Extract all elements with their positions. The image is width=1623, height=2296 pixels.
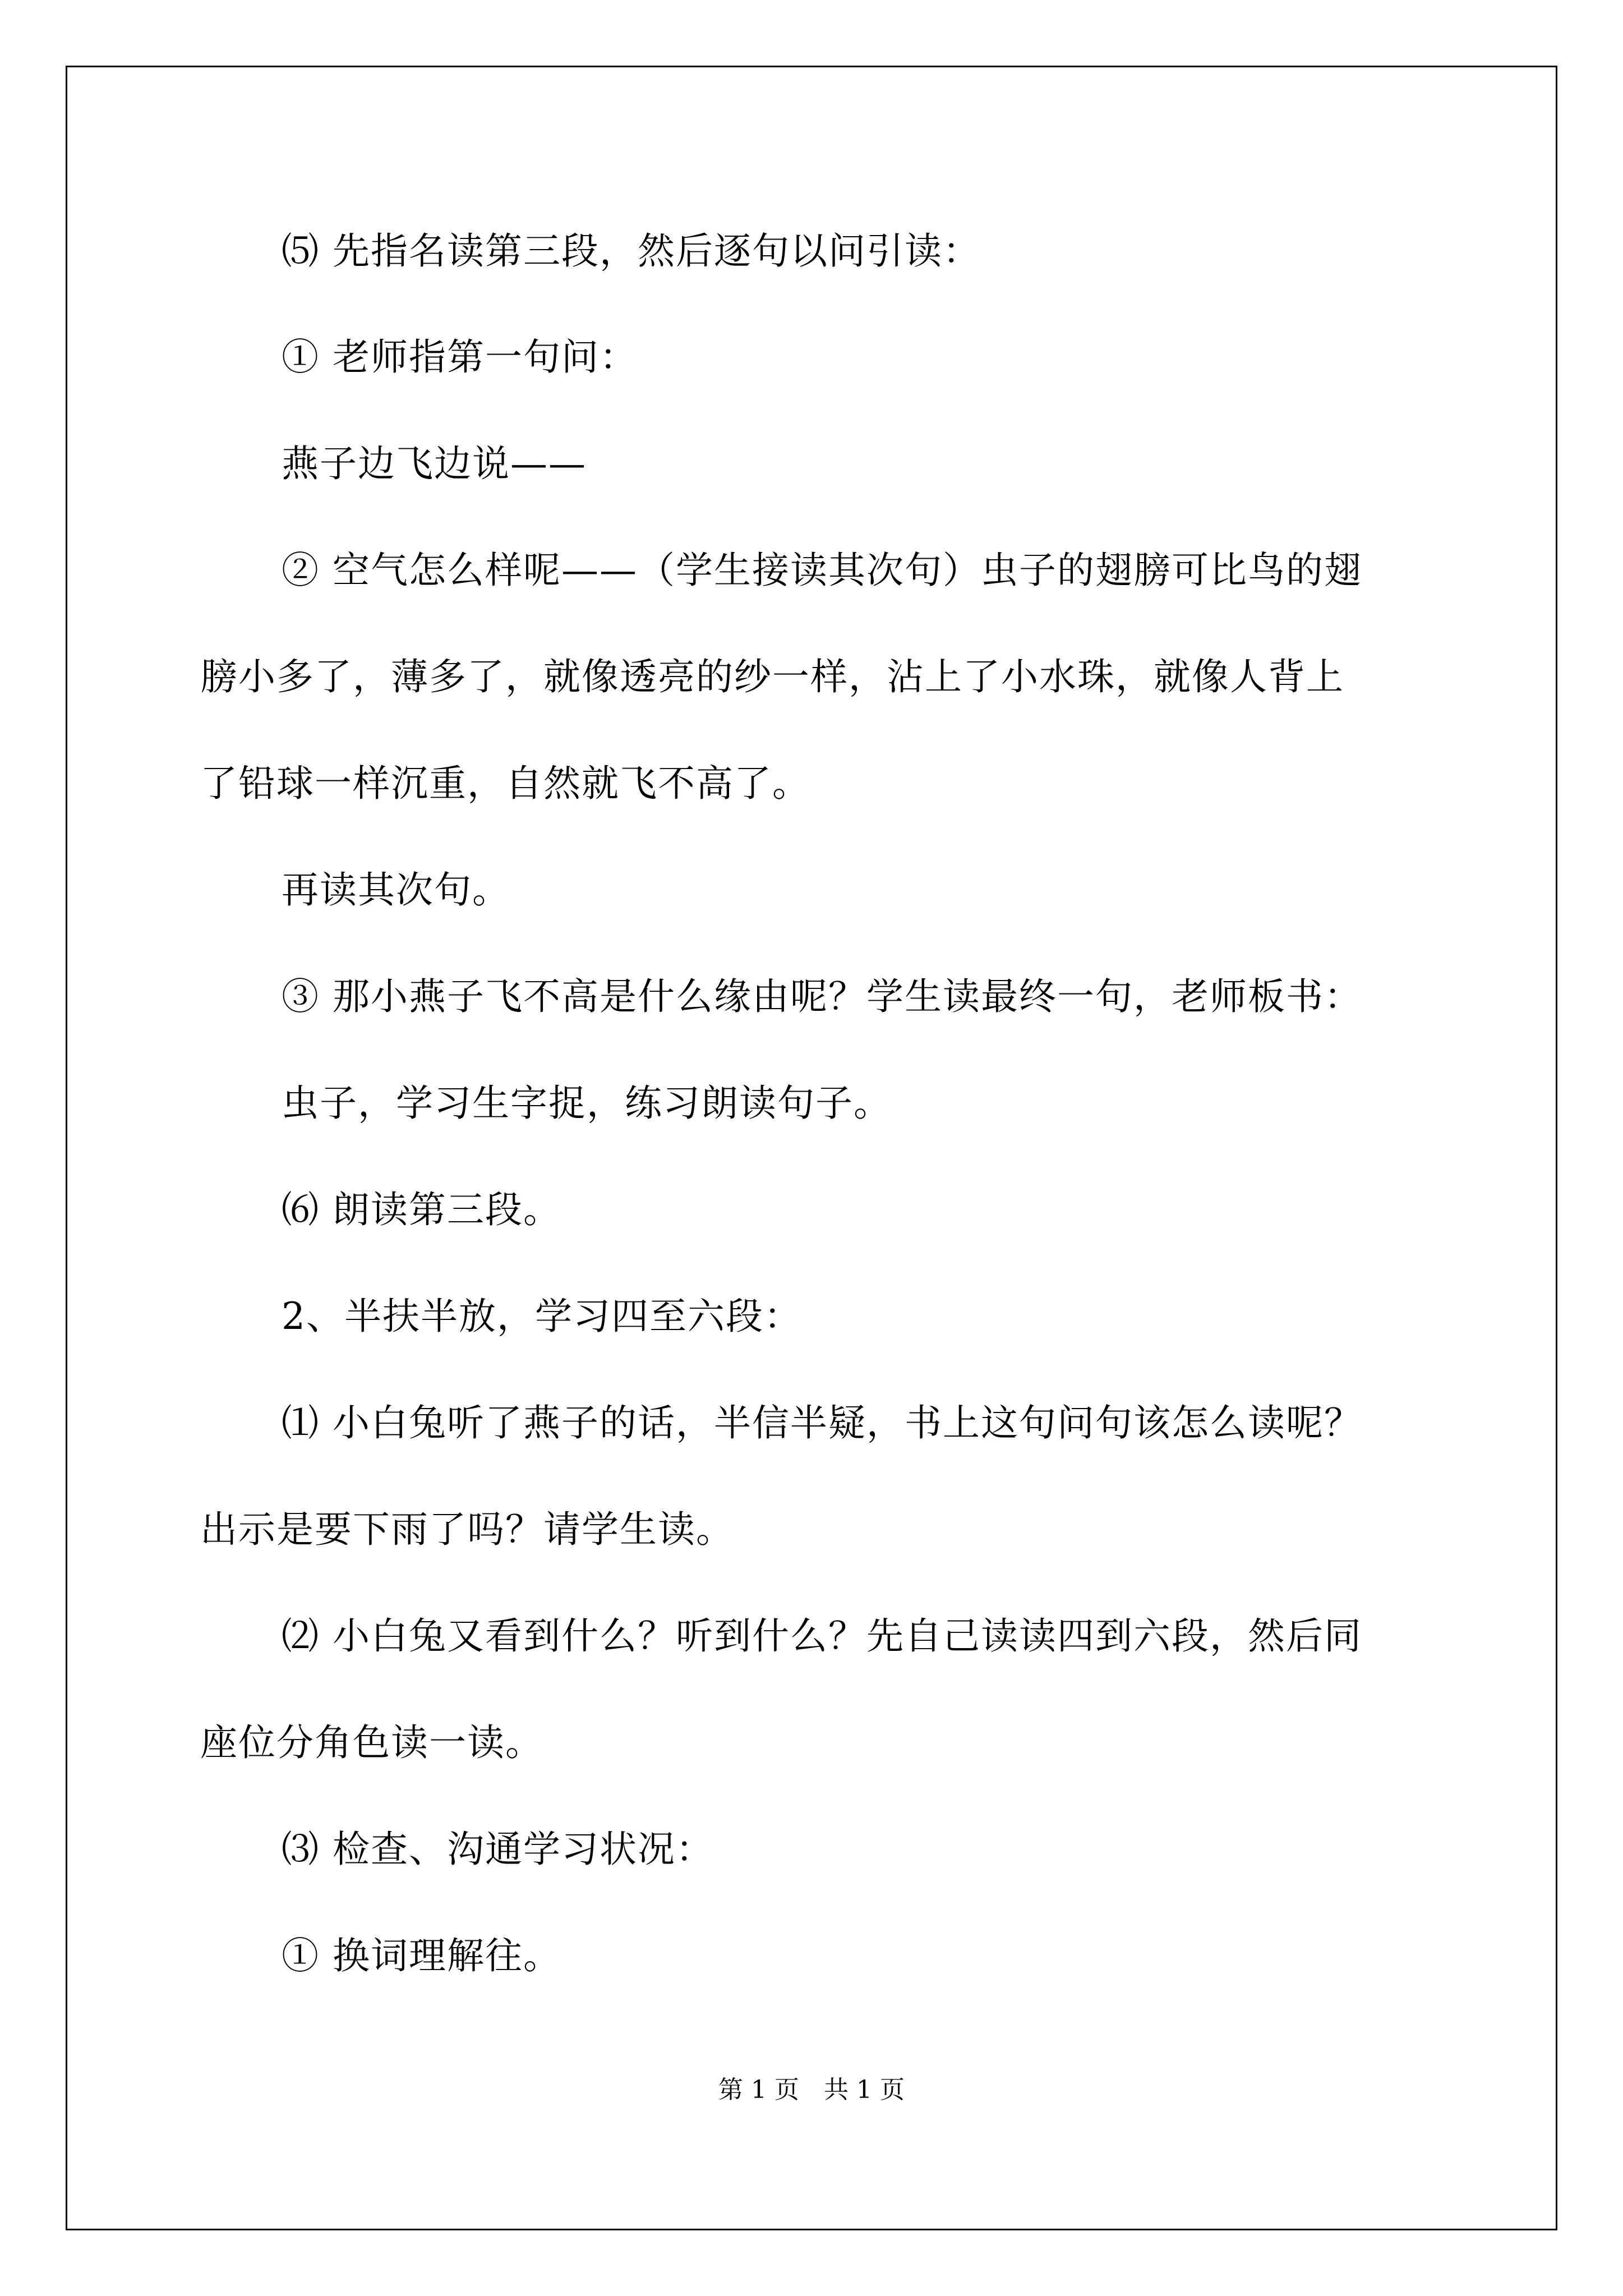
text-line: ③ 那小燕子飞不高是什么缘由呢？学生读最终一句，老师板书： [282,975,1362,1018]
text-line: ⑴ 小白兔听了燕子的话，半信半疑，书上这句问句该怎么读呢？ [282,1401,1362,1444]
text-line: ⑶ 检查、沟通学习状况： [282,1828,714,1871]
text-line: 膀小多了，薄多了，就像透亮的纱一样，沾上了小水珠，就像人背上 [200,655,1344,698]
text-line: 再读其次句。 [282,868,510,912]
text-line: ⑵ 小白兔又看到什么？听到什么？先自己读读四到六段，然后同 [282,1614,1362,1658]
text-line: 燕子边飞边说—— [282,442,587,485]
text-line: ⑹ 朗读第三段。 [282,1188,561,1231]
text-line: 座位分角色读一读。 [200,1721,543,1764]
page-border [66,66,1557,2230]
text-line: 虫子，学习生字捉，练习朗读句子。 [282,1082,892,1125]
text-line: ① 老师指第一句问： [282,335,638,379]
text-line: 了铅球一样沉重，自然就飞不高了。 [200,762,810,805]
text-line: 出示是要下雨了吗？请学生读。 [200,1508,734,1551]
text-line: ⑸ 先指名读第三段，然后逐句以问引读： [282,229,981,273]
text-line: 2、半扶半放，学习四至六段： [282,1295,802,1338]
page-footer: 第 1 页 共 1 页 [718,2076,905,2104]
text-line: ① 换词理解往。 [282,1934,561,1977]
text-line: ② 空气怎么样呢——（学生接读其次句）虫子的翅膀可比鸟的翅 [282,549,1362,592]
